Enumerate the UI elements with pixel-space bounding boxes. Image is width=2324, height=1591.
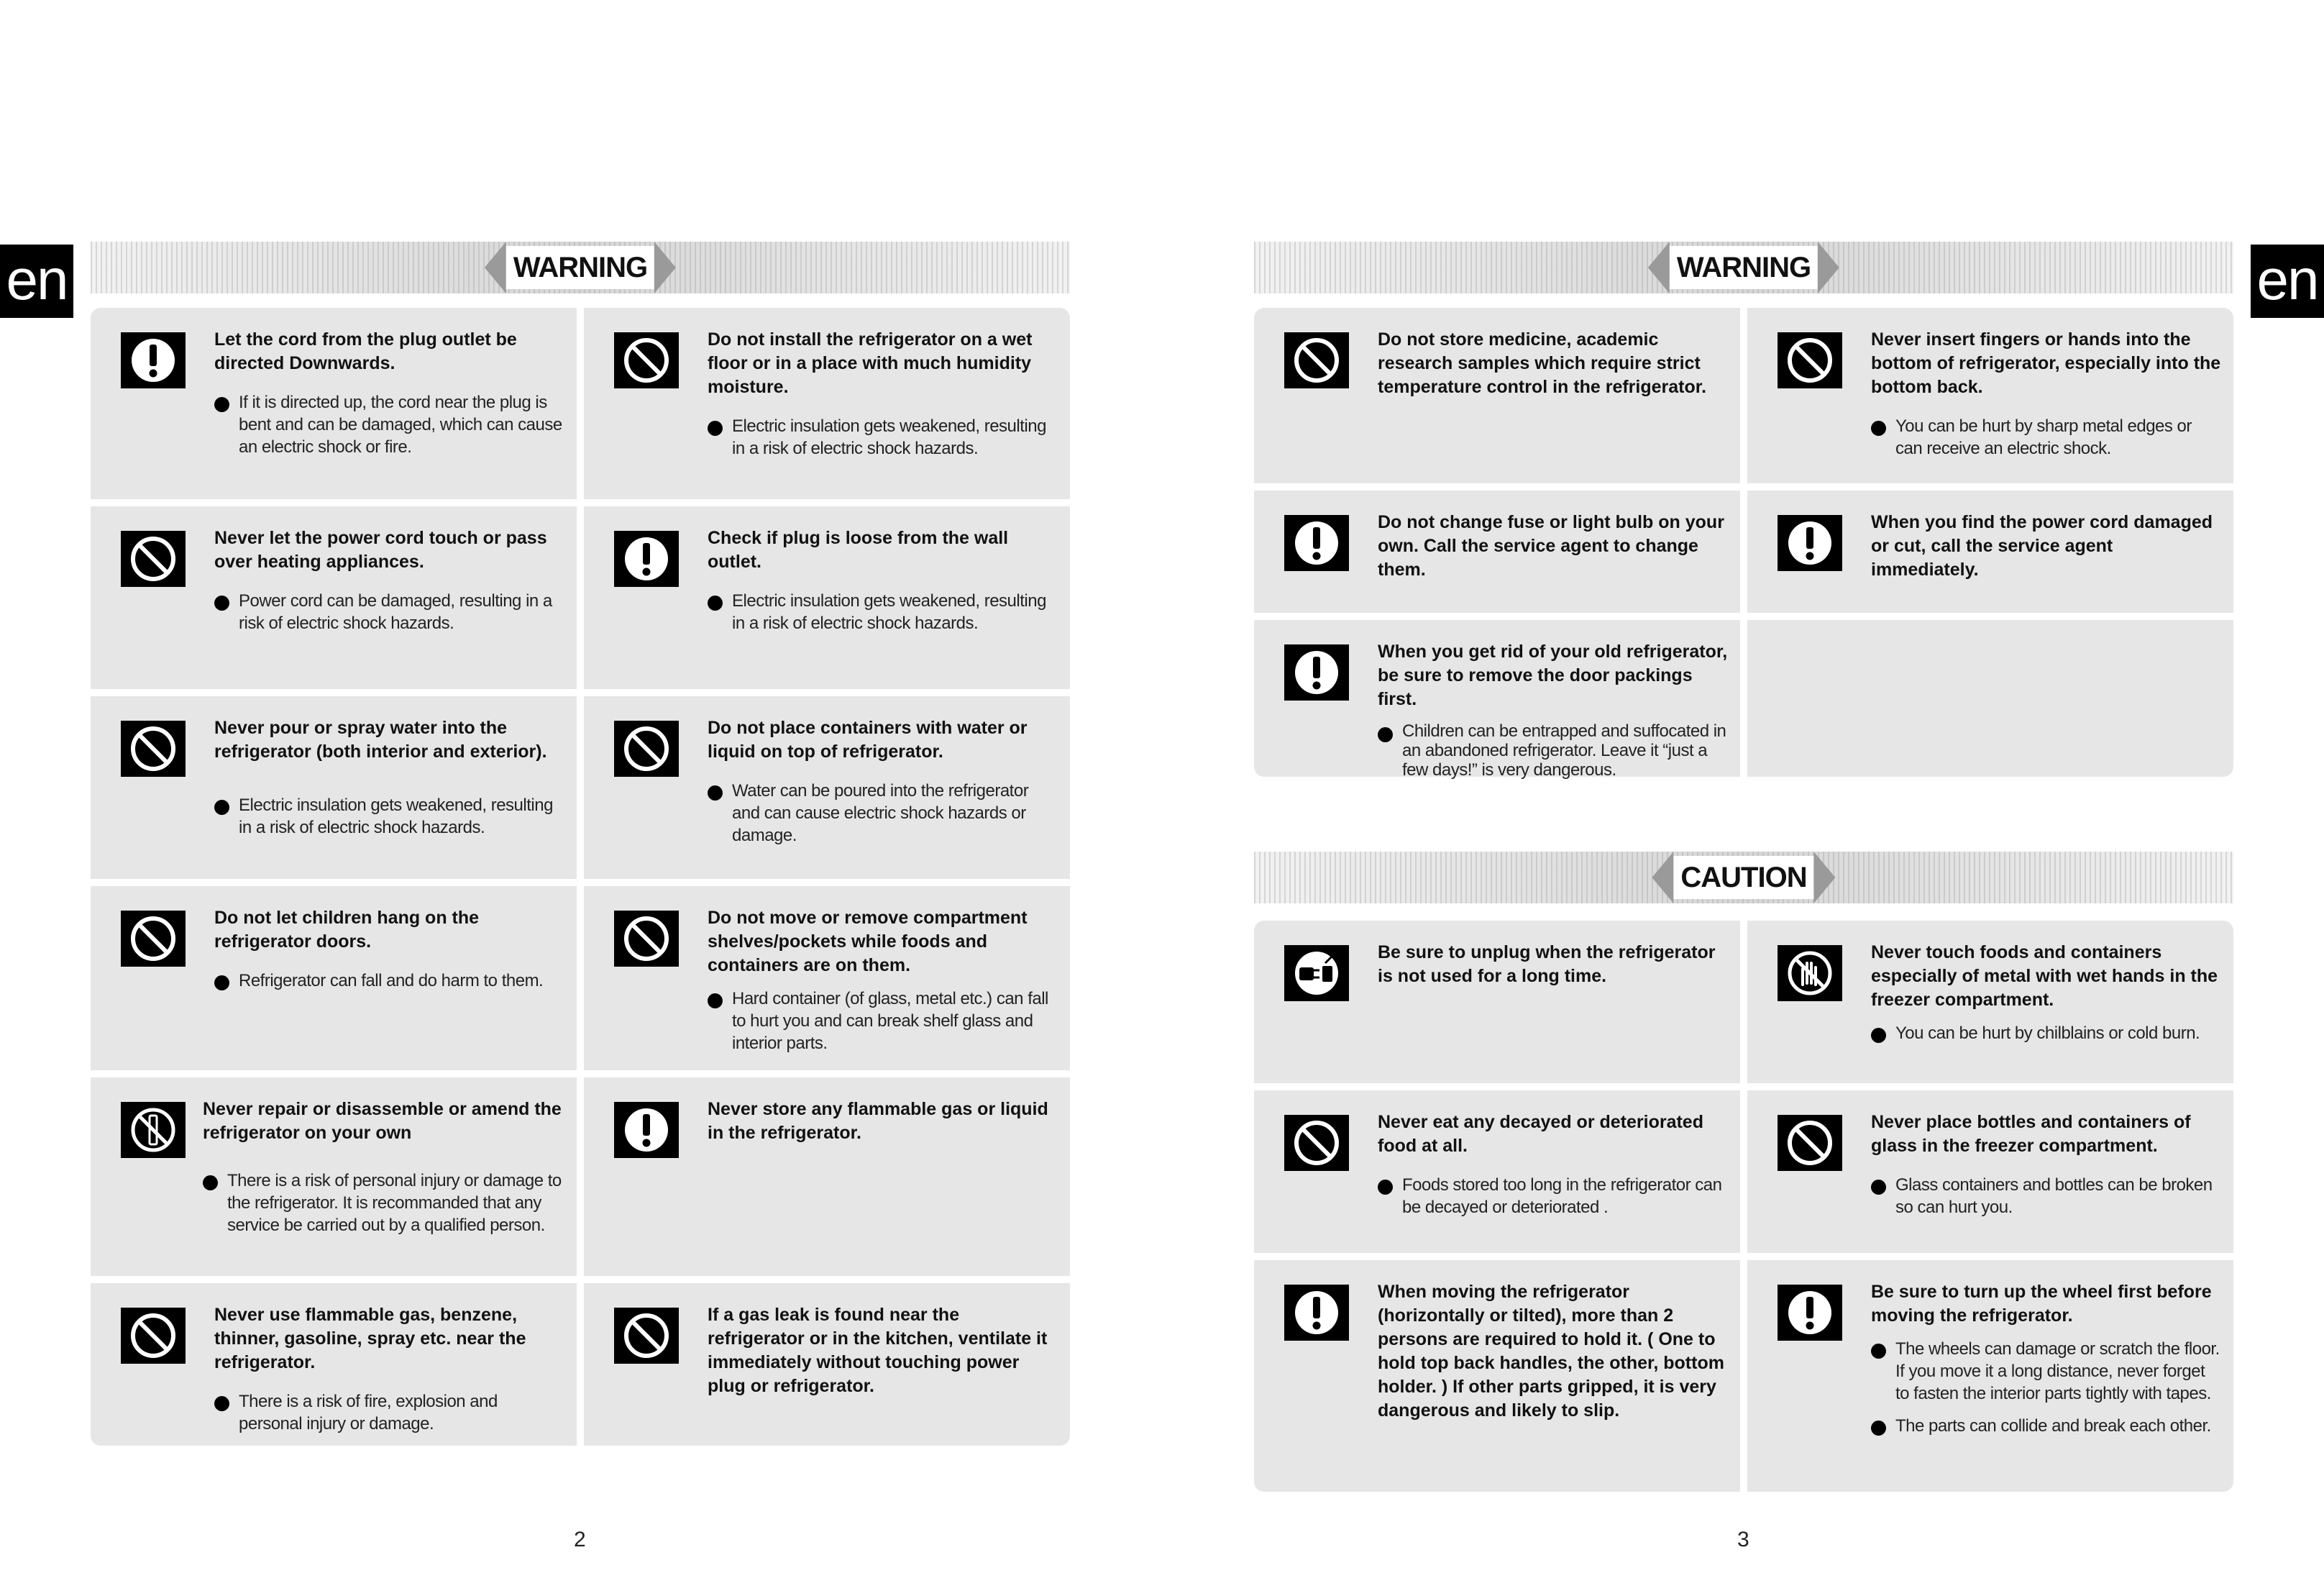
prohibited-icon [614,911,679,967]
language-tab-right: en [2251,245,2324,318]
no-wet-hands-icon [1778,945,1842,1001]
prohibited-icon [121,911,186,967]
warning-item-title: Never pour or spray water into the refrigerator (both interior and exterior). [214,718,547,762]
warning-item [584,886,1070,1070]
chevron-right-icon [1818,242,1839,293]
warning-item-title: Do not store medicine, academic research samples which require strict temperature control in the refrigerator. [1378,329,1707,397]
warning-item-detail: There is a risk of fire, explosion and personal injury or damage. [214,1390,565,1435]
prohibited-icon [1284,332,1349,388]
caution-item-detail: Foods stored too long in the refrigerator can be decayed or deteriorated . [1378,1174,1729,1218]
warning-item [91,506,577,689]
warning-item-title: If a gas leak is found near the refrigerator or in the kitchen, ventilate it immediately without touching power plug or refrigerator. [708,1305,1048,1396]
prohibited-icon [121,1308,186,1364]
warning-item-title: Do not place containers with water or liquid on top of refrigerator. [708,718,1028,762]
warning-item [584,1283,1070,1446]
page-number-left: 2 [574,1528,586,1551]
prohibited-icon [1778,332,1842,388]
right-warning-title: WARNING [1670,246,1818,289]
exclamation-icon [614,531,679,587]
left-warning-title: WARNING [506,246,654,289]
left-warning-header [91,242,1070,293]
exclamation-icon [121,332,186,388]
caution-item-title: Be sure to turn up the wheel first before moving the refrigerator. [1871,1282,2212,1326]
empty-cell [1747,620,2233,777]
warning-item-title: Never store any flammable gas or liquid in the refrigerator. [708,1099,1048,1143]
warning-item-detail: Electric insulation gets weakened, resulting in a risk of electric shock hazards. [708,415,1058,460]
warning-item [584,308,1070,499]
caution-item [1747,1090,2233,1253]
prohibited-icon [614,1308,679,1364]
exclamation-icon [1284,644,1349,701]
caution-item [1747,921,2233,1083]
warning-item-title: Let the cord from the plug outlet be directed Downwards. [214,329,517,373]
warning-item [1747,491,2233,613]
warning-item-title: Never let the power cord touch or pass over heating appliances. [214,528,547,572]
caution-item-title: Never place bottles and containers of glass in the freezer compartment. [1871,1112,2191,1156]
caution-item-title: When moving the refrigerator (horizontally or tilted), more than 2 persons are required to hold it. ( One to hold top back handles, the other, bottom holder. ) If other parts gripped, it is very dangerous and likely to slip. [1378,1282,1724,1421]
chevron-left-icon [1652,852,1673,903]
caution-item-detail: The parts can collide and break each other. [1871,1415,2222,1437]
caution-item [1747,1260,2233,1492]
warning-item-title: Do not move or remove compartment shelves/pockets while foods and containers are on them. [708,908,1028,975]
warning-item [584,696,1070,879]
warning-item-title: Never use flammable gas, benzene, thinner, gasoline, spray etc. near the refrigerator. [214,1305,526,1372]
exclamation-icon [1284,515,1349,571]
warning-item [1747,308,2233,483]
chevron-left-icon [1648,242,1670,293]
warning-item-detail: Electric insulation gets weakened, resulting in a risk of electric shock hazards. [708,590,1058,634]
prohibited-icon [614,721,679,777]
warning-item-detail: Hard container (of glass, metal etc.) can fall to hurt you and can break shelf glass and interior parts. [708,988,1058,1054]
caution-item [1254,1090,1740,1253]
warning-item-title: Check if plug is loose from the wall outlet. [708,528,1009,572]
warning-item [1254,620,1740,780]
warning-item [91,886,577,1070]
left-warning-grid [91,308,1070,1446]
warning-item-detail: Refrigerator can fall and do harm to them. [214,970,565,992]
warning-item-detail: Children can be entrapped and suffocated in an abandoned refrigerator. Leave it “just a few days!” is very dangerous. [1378,721,1729,780]
caution-item-title: Never touch foods and containers especially of metal with wet hands in the freezer compartment. [1871,942,2218,1010]
language-tab-left: en [0,245,73,318]
caution-item-title: Never eat any decayed or deteriorated food at all. [1378,1112,1703,1156]
caution-grid [1254,921,2233,1492]
warning-item-title: Do not install the refrigerator on a wet floor or in a place with much humidity moisture. [708,329,1033,397]
chevron-right-icon [1814,852,1836,903]
unplug-icon [1284,945,1349,1001]
warning-item-title: Do not change fuse or light bulb on your own. Call the service agent to change them. [1378,512,1724,580]
warning-item [91,308,577,499]
warning-item [584,1077,1070,1276]
warning-item-title: When you find the power cord damaged or cut, call the service agent immediately. [1871,512,2213,580]
prohibited-icon [614,332,679,388]
warning-item-title: Never repair or disassemble or amend the refrigerator on your own [203,1099,562,1143]
caution-header [1254,852,2233,903]
warning-item [91,1283,577,1446]
warning-item-detail: Power cord can be damaged, resulting in a risk of electric shock hazards. [214,590,565,634]
right-warning-grid [1254,308,2233,780]
warning-item-title: Never insert fingers or hands into the bottom of refrigerator, especially into the bottom back. [1871,329,2221,397]
page-number-right: 3 [1737,1528,1749,1551]
warning-item [1254,308,1740,483]
caution-item-detail: You can be hurt by chilblains or cold burn. [1871,1022,2222,1044]
warning-item-title: When you get rid of your old refrigerator, be sure to remove the door packings first. [1378,642,1728,709]
prohibited-icon [1284,1115,1349,1171]
warning-item-detail: Electric insulation gets weakened, resulting in a risk of electric shock hazards. [214,794,565,839]
warning-item-detail: Water can be poured into the refrigerator and can cause electric shock hazards or damage. [708,780,1058,847]
exclamation-icon [1778,515,1842,571]
right-warning-header [1254,242,2233,293]
warning-item [1254,491,1740,613]
warning-item [91,1077,577,1276]
caution-item [1254,921,1740,1083]
caution-item-detail: The wheels can damage or scratch the floor. If you move it a long distance, never forget to fasten the interior parts tightly with tapes. [1871,1338,2222,1405]
prohibited-icon [121,531,186,587]
warning-item [584,506,1070,689]
warning-item-detail: If it is directed up, the cord near the plug is bent and can be damaged, which can cause an electric shock or fire. [214,391,565,458]
exclamation-icon [1284,1285,1349,1341]
warning-item-detail: There is a risk of personal injury or damage to the refrigerator. It is recommanded that any service be carried out by a qualified person. [203,1170,565,1236]
caution-title: CAUTION [1673,856,1813,899]
prohibited-icon [121,721,186,777]
chevron-left-icon [485,242,506,293]
prohibited-icon [1778,1115,1842,1171]
warning-item-detail: You can be hurt by sharp metal edges or can receive an electric shock. [1871,415,2222,460]
chevron-right-icon [654,242,676,293]
caution-item-detail: Glass containers and bottles can be broken so can hurt you. [1871,1174,2222,1218]
caution-item-title: Be sure to unplug when the refrigerator is not used for a long time. [1378,942,1716,986]
exclamation-icon [1778,1285,1842,1341]
no-disassembly-icon [121,1102,186,1158]
exclamation-icon [614,1102,679,1158]
caution-item [1254,1260,1740,1492]
warning-item-title: Do not let children hang on the refrigerator doors. [214,908,480,952]
warning-item [91,696,577,879]
